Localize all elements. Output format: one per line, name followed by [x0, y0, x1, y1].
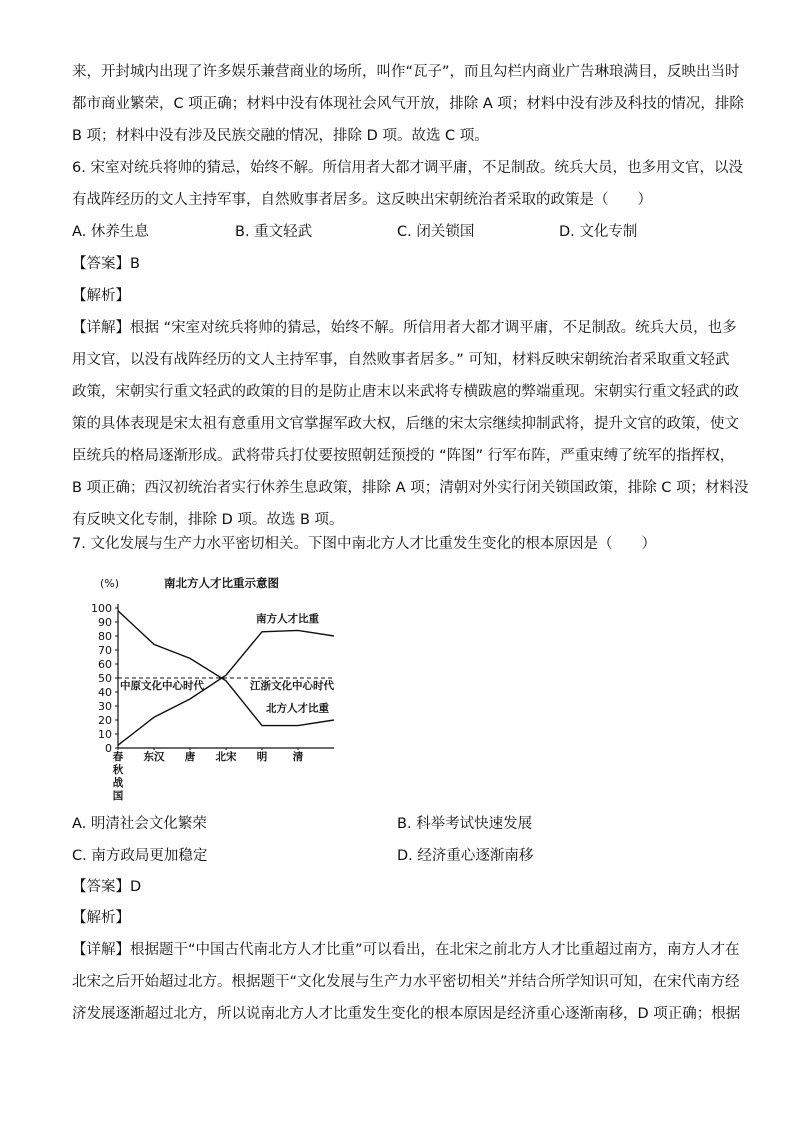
q7-analysis-label: 【解析】 [72, 910, 130, 926]
x-tick-label: 明 [256, 751, 268, 763]
q6-option-a: A. 休养生息 [72, 224, 149, 240]
q7-detail-line: 济发展逐渐超过北方，所以说南北方人才比重发生变化的根本原因是经济重心逐渐南移，D 项正确；根据 [72, 1006, 741, 1022]
q7-option-b: B. 科举考试快速发展 [397, 816, 533, 832]
q6-option-c: C. 闭关锁国 [397, 224, 475, 240]
q6-detail-line: B 项正确；西汉初统治者实行休养生息政策，排除 A 项；清朝对外实行闭关锁国政策，排除 C 项；材料没 [72, 480, 749, 496]
x-tick-label: 东汉 [143, 751, 165, 763]
q6-detail-line: 【详解】根据 “宋室对统兵将帅的猜忌，始终不解。所信用者大都才调平庸，不足制敌。统兵大员，也多 [72, 320, 737, 336]
y-tick-label: 10 [98, 728, 112, 741]
text-line: B 项；材料中没有涉及民族交融的情况，排除 D 项。故选 C 项。 [72, 128, 489, 144]
q6-answer: 【答案】B [72, 256, 140, 272]
q6-option-d: D. 文化专制 [559, 224, 638, 240]
q7-answer: 【答案】D [72, 879, 142, 895]
y-tick-label: 20 [98, 714, 112, 727]
q6-detail-line: 策的具体表现是宋太祖有意重用文官掌握军政大权，后继的宋太宗继续抑制武将，提升文官的政策，使文 [72, 416, 739, 432]
annotation-jiangzhe: 江浙文化中心时代 [250, 680, 334, 693]
y-tick-label: 0 [105, 742, 112, 755]
q6-detail-line: 臣统兵的格局逐渐形成。武将带兵打仗要按照朝廷预授的 “阵图” 行军布阵，严重束缚了统军的指挥权， [72, 448, 735, 464]
annotation-central-plains: 中原文化中心时代 [120, 680, 204, 693]
x-tick-label: 春秋战国 [112, 751, 124, 802]
text-line: 来，开封城内出现了许多娱乐兼营商业的场所，叫作“瓦子”，而且勾栏内商业广告琳琅满目，反映出当时 [72, 64, 740, 80]
x-tick-label: 北宋 [215, 751, 237, 763]
y-axis-label: (%) [100, 577, 120, 590]
q7-option-a: A. 明清社会文化繁荣 [72, 816, 207, 832]
y-tick-label: 80 [98, 630, 112, 643]
y-tick-label: 90 [98, 616, 112, 629]
y-tick-label: 50 [98, 672, 112, 685]
y-tick-label: 100 [91, 602, 112, 615]
y-tick-label: 70 [98, 644, 112, 657]
y-tick-label: 40 [98, 686, 112, 699]
north-series-label: 北方人才比重 [266, 702, 329, 715]
question-6-stem: 6. 宋室对统兵将帅的猜忌，始终不解。所信用者大都才调平庸，不足制敌。统兵大员，也多用文官，以没 [72, 160, 743, 176]
q7-option-d: D. 经济重心逐渐南移 [397, 848, 534, 864]
text-line: 都市商业繁荣，C 项正确；材料中没有体现社会风气开放，排除 A 项；材料中没有涉及科技的情况，排除 [72, 96, 744, 112]
q7-option-c: C. 南方政局更加稳定 [72, 848, 208, 864]
q7-detail-line: 北宋之后开始超过北方。根据题干“文化发展与生产力水平密切相关”并结合所学知识可知，在宋代南方经 [72, 974, 740, 990]
question-6-stem: 有战阵经历的文人主持军事，自然败事者居多。这反映出宋朝统治者采取的政策是（ ） [72, 192, 652, 208]
x-tick-label: 清 [292, 751, 304, 763]
question-7-stem: 7. 文化发展与生产力水平密切相关。下图中南北方人才比重发生变化的根本原因是（ ） [72, 536, 656, 552]
q6-detail-line: 有反映文化专制，排除 D 项。故选 B 项。 [72, 512, 344, 528]
q6-detail-line: 用文官，以没有战阵经历的文人主持军事，自然败事者居多。” 可知，材料反映宋朝统治者采取重文轻武 [72, 352, 730, 368]
south-series-label: 南方人才比重 [256, 613, 319, 625]
talent-ratio-chart [84, 574, 384, 804]
y-tick-label: 30 [98, 700, 112, 713]
q6-detail-line: 政策，宋朝实行重文轻武的政策的目的是防止唐末以来武将专横跋扈的弊端重现。宋朝实行重文轻武的政 [72, 384, 739, 400]
x-tick-label: 唐 [184, 751, 196, 763]
q6-option-b: B. 重文轻武 [235, 224, 313, 240]
q6-analysis-label: 【解析】 [72, 288, 130, 304]
chart-title: 南北方人才比重示意图 [164, 576, 279, 590]
chart-svg [84, 574, 384, 804]
y-tick-label: 60 [98, 658, 112, 671]
q7-detail-line: 【详解】根据题干“中国古代南北方人才比重”可以看出，在北宋之前北方人才比重超过南方，南方人才在 [72, 942, 740, 958]
